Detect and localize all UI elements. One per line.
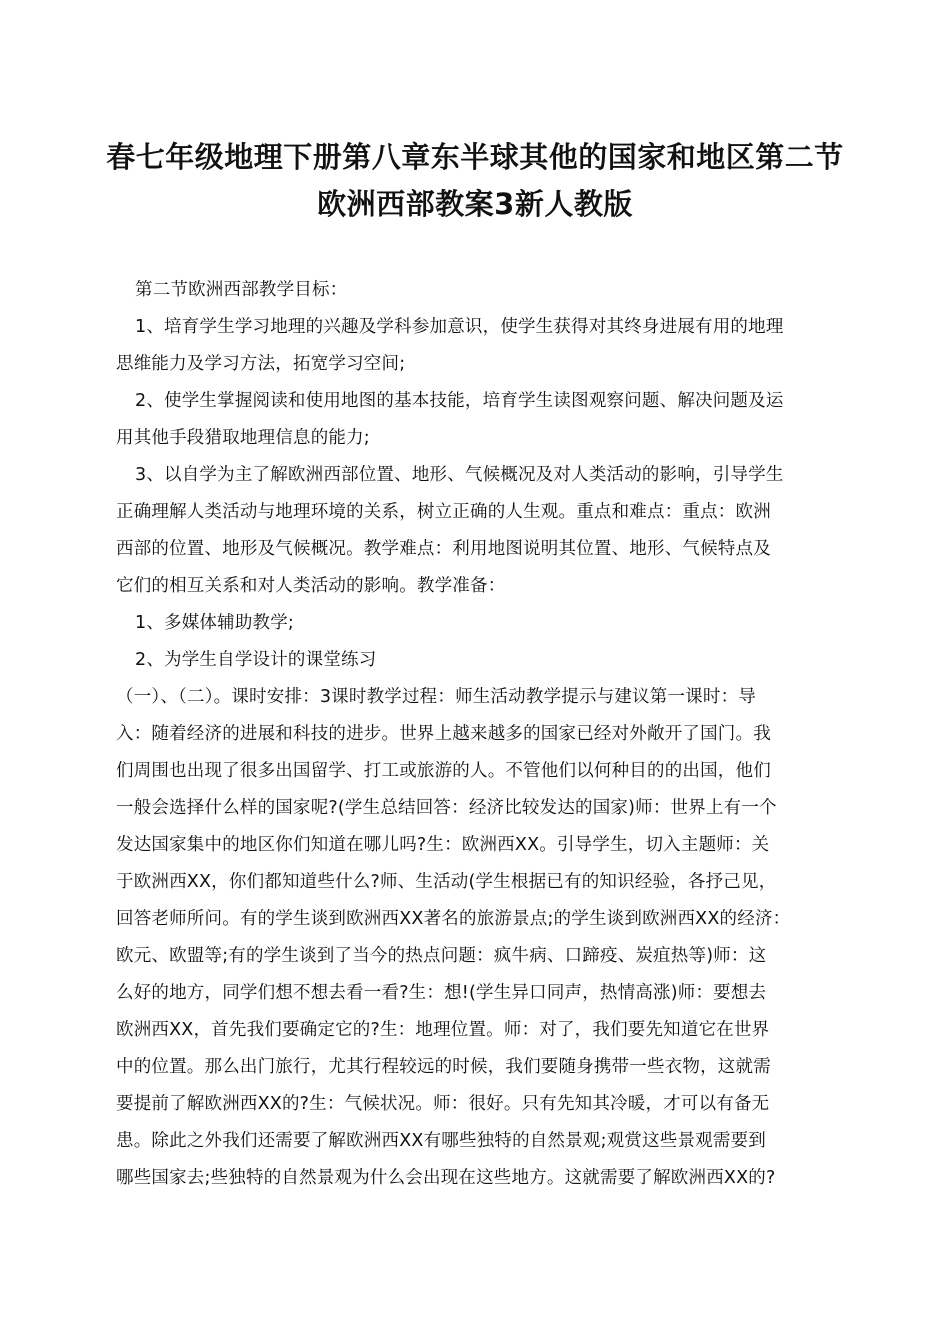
paragraph-line: 要提前了解欧洲西XX的?生：气候状况。师：很好。只有先知其冷暖，才可以有备无 xyxy=(116,1094,770,1114)
paragraph-line: 欧元、欧盟等;有的学生谈到了当今的热点问题：疯牛病、口蹄疫、炭疽热等)师：这 xyxy=(116,946,767,966)
paragraph-line: 正确理解人类活动与地理环境的关系，树立正确的人生观。重点和难点：重点：欧洲 xyxy=(116,502,771,522)
paragraph-line: 一般会选择什么样的国家呢?(学生总结回答：经济比较发达的国家)师：世界上有一个 xyxy=(116,798,777,818)
paragraph-line: 回答老师所问。有的学生谈到欧洲西XX著名的旅游景点;的学生谈到欧洲西XX的经济： xyxy=(116,909,791,929)
paragraph-line: 中的位置。那么出门旅行，尤其行程较远的时候，我们要随身携带一些衣物，这就需 xyxy=(116,1057,771,1077)
paragraph-line: 欧洲西XX，首先我们要确定它的?生：地理位置。师：对了，我们要先知道它在世界 xyxy=(116,1020,770,1040)
paragraph-line: 哪些国家去;些独特的自然景观为什么会出现在这些地方。这就需要了解欧洲西XX的? xyxy=(116,1168,776,1188)
paragraph-line: 们周围也出现了很多出国留学、打工或旅游的人。不管他们以何种目的的出国，他们 xyxy=(116,761,771,781)
paragraph-line: 西部的位置、地形及气候概况。教学难点：利用地图说明其位置、地形、气候特点及 xyxy=(116,539,771,559)
paragraph-line: 用其他手段猎取地理信息的能力; xyxy=(116,428,370,448)
paragraph-line: 2、为学生自学设计的课堂练习 xyxy=(135,650,377,670)
paragraph-line: 1、培育学生学习地理的兴趣及学科参加意识，使学生获得对其终身进展有用的地理 xyxy=(135,317,784,337)
paragraph-line: 于欧洲西XX，你们都知道些什么?师、生活动(学生根据已有的知识经验，各抒己见， xyxy=(116,872,777,892)
paragraph-line: 发达国家集中的地区你们知道在哪儿吗?生：欧洲西XX。引导学生，切入主题师：关 xyxy=(116,835,770,855)
paragraph-line: 思维能力及学习方法，拓宽学习空间; xyxy=(116,354,406,374)
document-title-line-2: 欧洲西部教案3新人教版 xyxy=(317,187,633,221)
paragraph-line: 3、以自学为主了解欧洲西部位置、地形、气候概况及对人类活动的影响，引导学生 xyxy=(135,465,784,485)
paragraph-line: 1、多媒体辅助教学; xyxy=(135,613,295,633)
paragraph-line: 么好的地方，同学们想不想去看一看?生：想!(学生异口同声，热情高涨)师：要想去 xyxy=(116,983,767,1003)
paragraph-line: 2、使学生掌握阅读和使用地图的基本技能，培育学生读图观察问题、解决问题及运 xyxy=(135,391,784,411)
document-title-line-1: 春七年级地理下册第八章东半球其他的国家和地区第二节 xyxy=(106,140,844,174)
paragraph-line: 患。除此之外我们还需要了解欧洲西XX有哪些独特的自然景观;观赏这些景观需要到 xyxy=(116,1131,766,1151)
section-heading: 第二节欧洲西部教学目标： xyxy=(135,280,348,300)
paragraph-line: 它们的相互关系和对人类活动的影响。教学准备： xyxy=(116,576,506,596)
paragraph-line: （一）、（二）。课时安排：3课时教学过程：师生活动教学提示与建议第一课时：导 xyxy=(116,687,756,707)
paragraph-line: 入：随着经济的进展和科技的进步。世界上越来越多的国家已经对外敞开了国门。我 xyxy=(116,724,771,744)
